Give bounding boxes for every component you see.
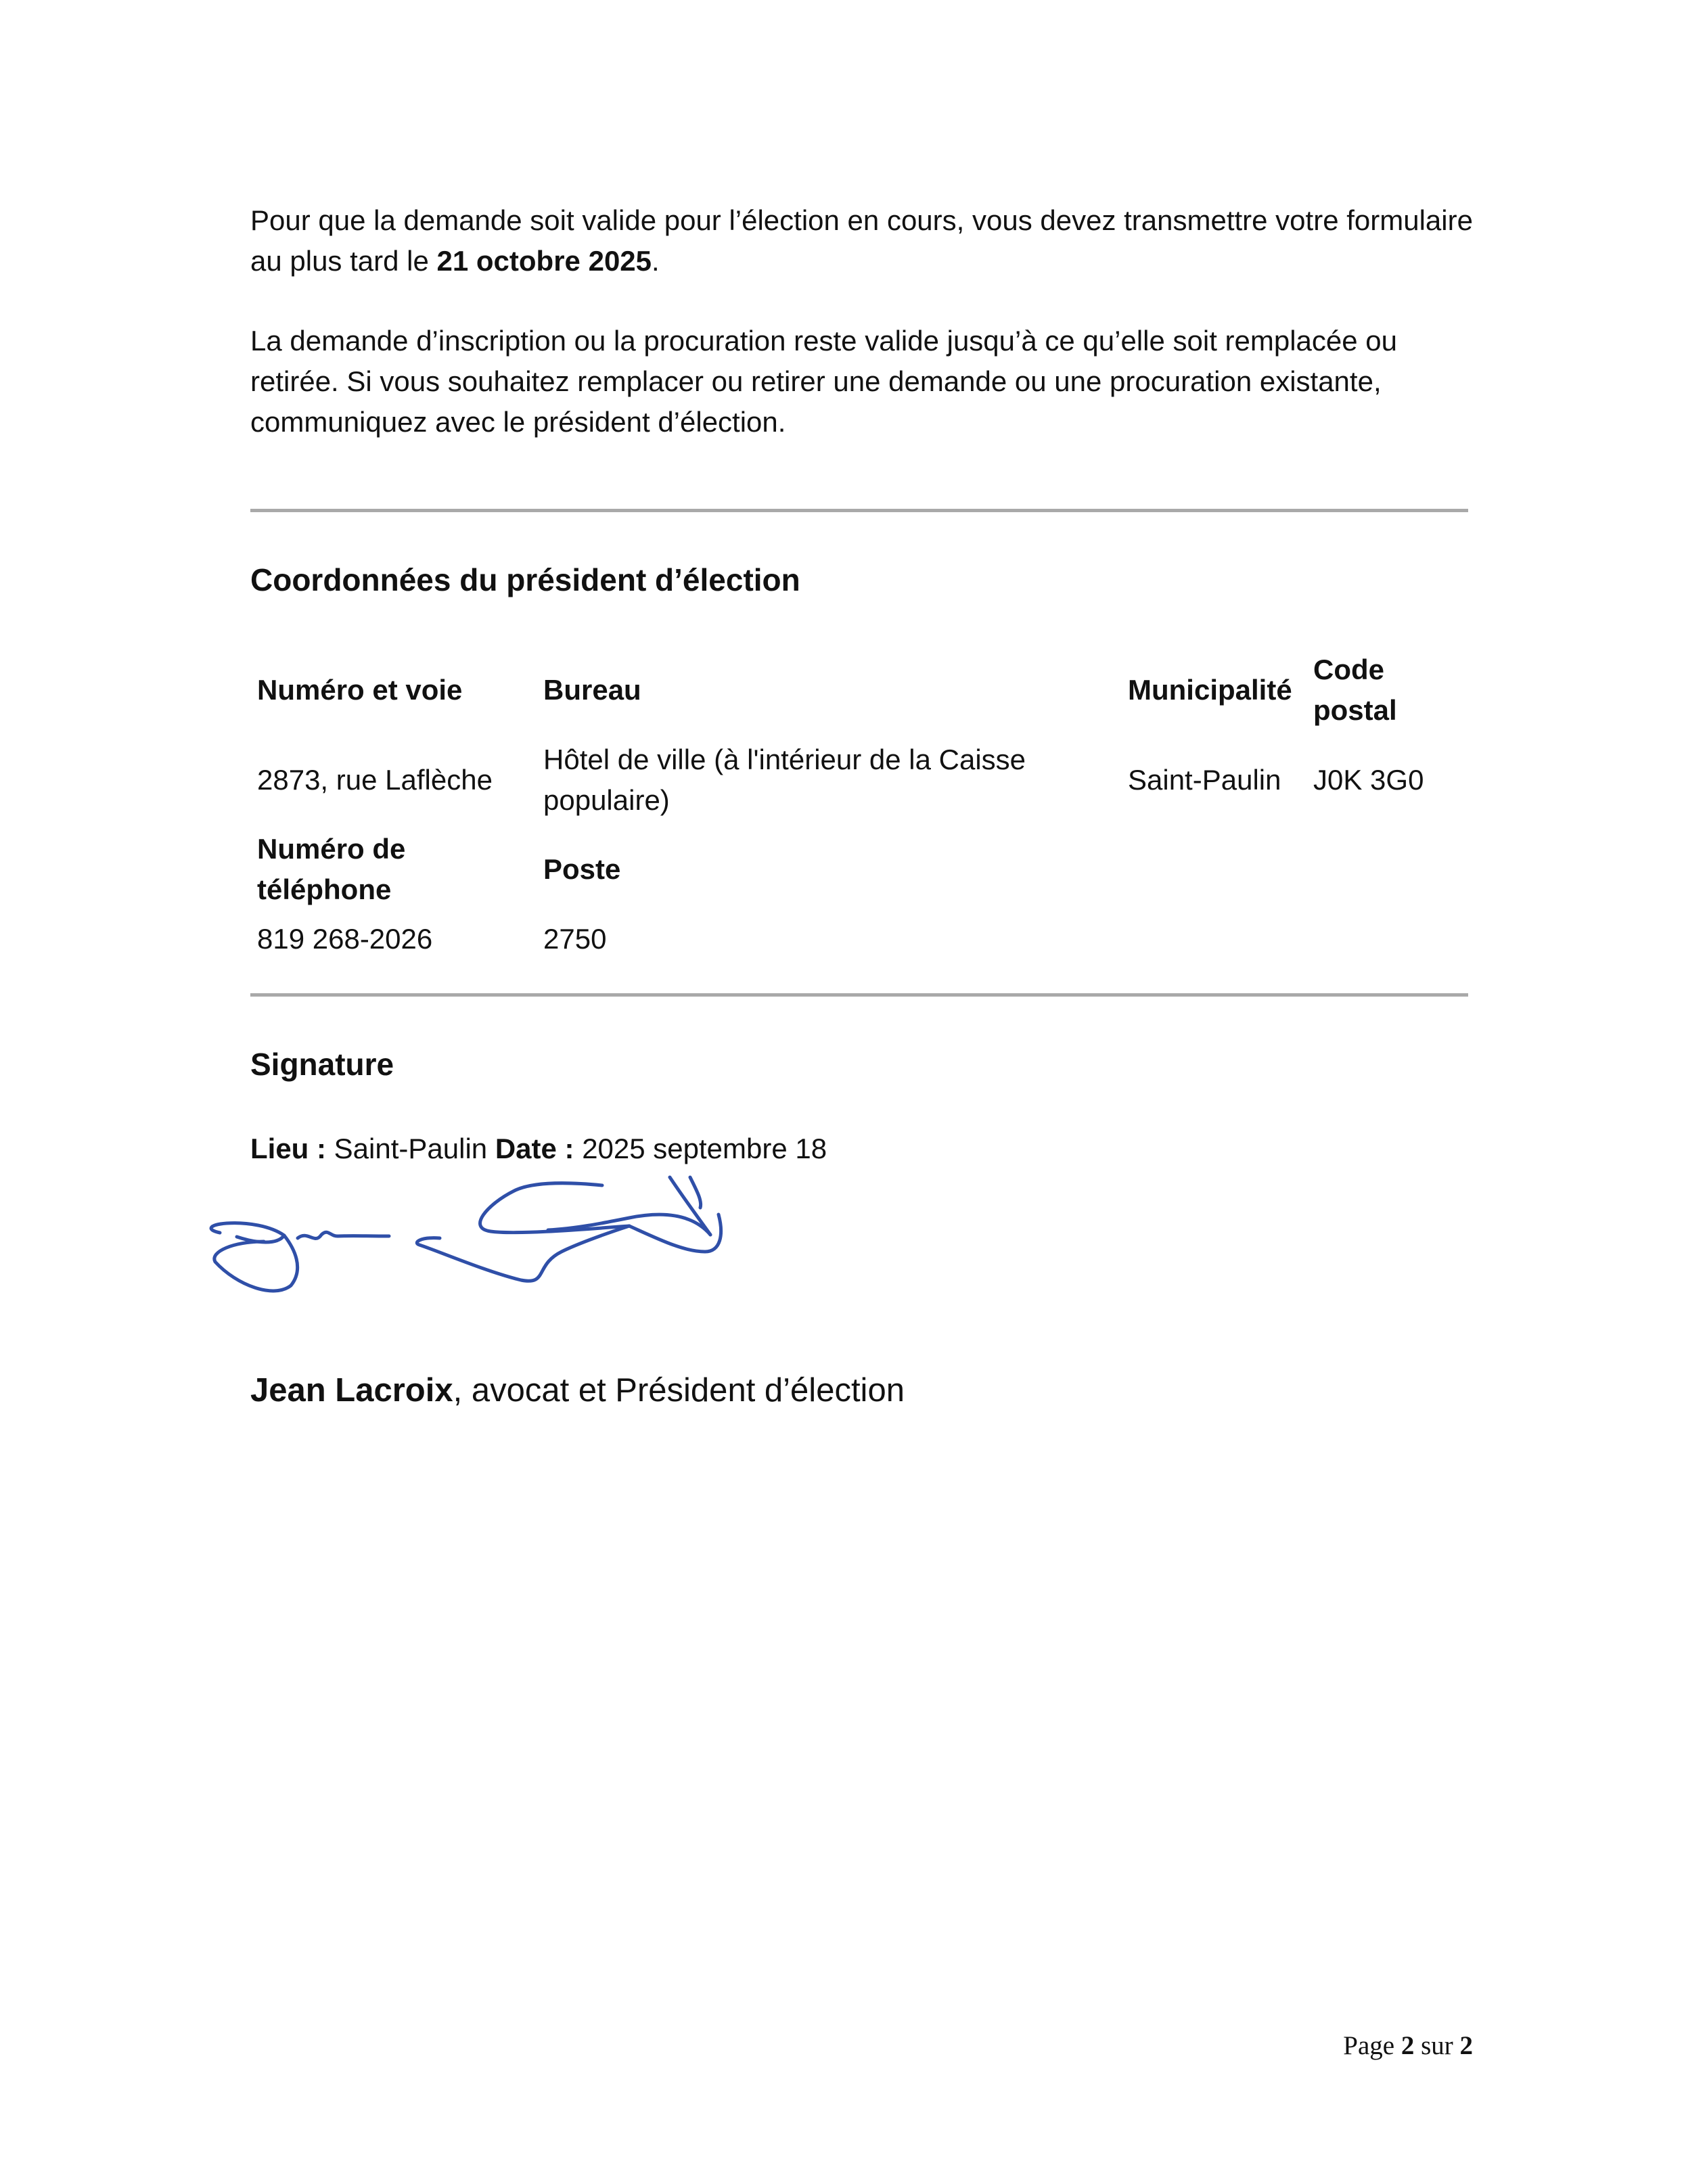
- signer-role: , avocat et Président d’élection: [453, 1372, 905, 1409]
- place-label: Lieu :: [250, 1133, 326, 1164]
- header-postal-code-line1: Code: [1313, 654, 1384, 685]
- deadline-text-after: .: [652, 245, 660, 277]
- header-phone-line1: Numéro de: [257, 833, 406, 865]
- divider-top: [250, 509, 1468, 512]
- value-extension: 2750: [543, 923, 607, 955]
- value-postal-code: J0K 3G0: [1313, 764, 1424, 796]
- validity-paragraph: La demande d’inscription ou la procuration reste valide jusqu’à ce qu’elle soit remplacée ou retirée. Si vous souhaitez remplacer ou retirer une demande ou une procuration existante, communiquez avec le président d’élection.: [250, 325, 1398, 438]
- handwritten-signature: [196, 1150, 805, 1326]
- signer-line: [250, 1368, 905, 1413]
- place-value: Saint-Paulin: [334, 1133, 488, 1164]
- value-office-line1: Hôtel de ville (à l'intérieur de la Caisse: [543, 744, 1026, 775]
- header-extension: Poste: [543, 853, 621, 885]
- signature-stroke: [214, 1235, 298, 1291]
- signature-strokes: [211, 1177, 721, 1291]
- signature-stroke: [211, 1223, 284, 1242]
- signature-stroke: [417, 1226, 629, 1281]
- header-office: Bureau: [543, 674, 641, 706]
- signature-section-title: Signature: [250, 1047, 394, 1082]
- signature-stroke: [480, 1183, 629, 1233]
- signature-stroke: [690, 1177, 701, 1208]
- page-number: [1327, 2027, 1473, 2065]
- contact-section-title: Coordonnées du président d’élection: [250, 562, 800, 597]
- date-value: 2025 septembre 18: [582, 1133, 827, 1164]
- of-word: sur: [1421, 2031, 1453, 2060]
- value-office-line2: populaire): [543, 784, 670, 816]
- header-municipality: Municipalité: [1128, 674, 1292, 706]
- deadline-paragraph: [250, 200, 1475, 281]
- page-word: Page: [1343, 2031, 1395, 2060]
- header-street: Numéro et voie: [257, 674, 463, 706]
- value-phone: 819 268-2026: [257, 923, 433, 955]
- signer-name: Jean Lacroix: [250, 1372, 453, 1409]
- signature-stroke: [298, 1232, 389, 1238]
- header-phone-line2: téléphone: [257, 873, 392, 905]
- date-label: Date :: [495, 1133, 574, 1164]
- header-postal-code-line2: postal: [1313, 694, 1397, 726]
- divider-bottom: [250, 993, 1468, 997]
- deadline-text-before: Pour que la demande soit valide pour l’élection en cours, vous devez transmettre votre formulaire au plus tard le: [250, 204, 1473, 277]
- signature-stroke: [670, 1177, 710, 1235]
- current-page: 2: [1401, 2031, 1415, 2060]
- value-municipality: Saint-Paulin: [1128, 764, 1281, 796]
- value-street: 2873, rue Laflèche: [257, 764, 493, 796]
- deadline-date: 21 octobre 2025: [436, 245, 652, 277]
- total-pages: 2: [1459, 2031, 1473, 2060]
